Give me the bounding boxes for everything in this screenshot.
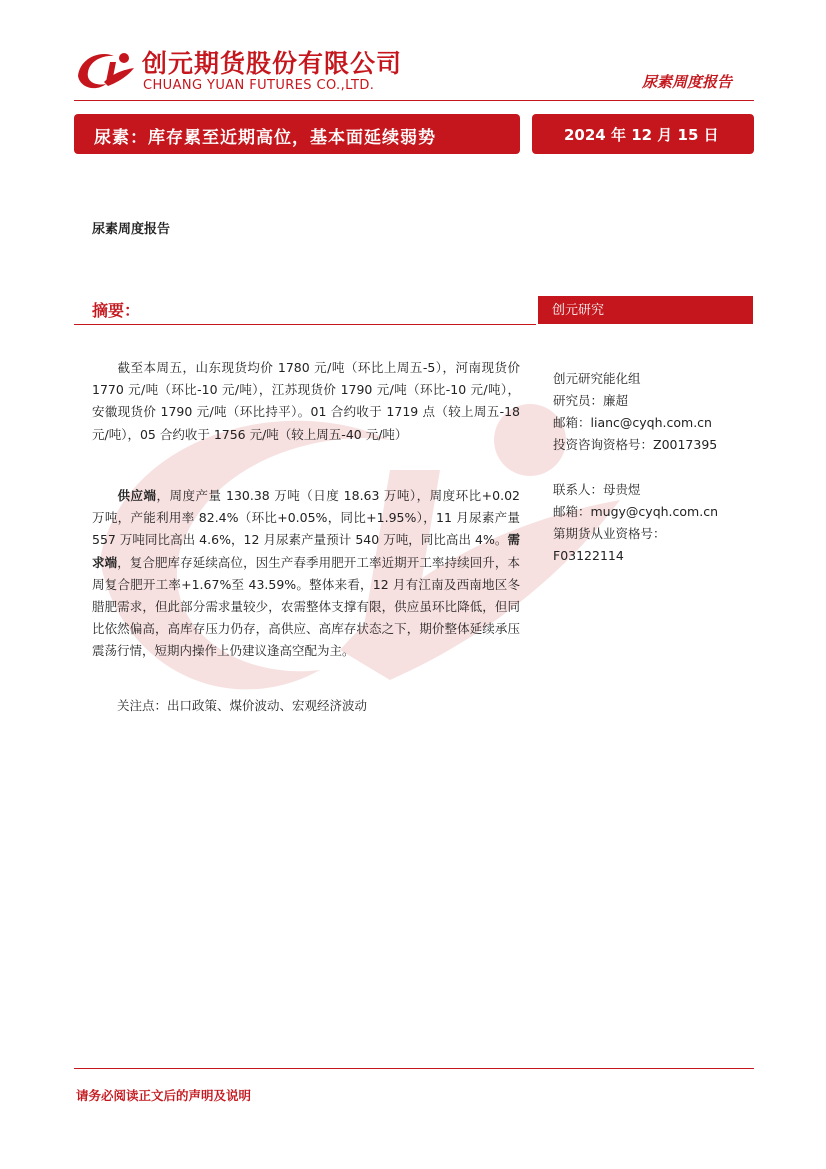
- report-type-label: 尿素周度报告: [92, 222, 171, 237]
- sidebar-group: 创元研究能化组: [553, 371, 641, 386]
- header-divider: [74, 100, 754, 101]
- report-date: 2024 年 12 月 15 日: [564, 126, 719, 144]
- abstract-paragraph-fundamentals: [92, 485, 520, 663]
- abstract-price-text: 截至本周五，山东现货均价 1780 元/吨（环比上周五-5），河南现货价 1770 元/吨（环比-10 元/吨），江苏现货价 1790 元/吨（环比-10 元/吨），安徽现货价 1790 元/吨（环比持平）。01 合约收于 1719 点（较上周五-18 元/吨），05 合约收于 1756 元/吨（较上周五-40 元/吨）: [92, 360, 520, 442]
- sidebar-researcher: 研究员：廉超: [553, 393, 629, 408]
- abstract-heading: 摘要：: [92, 301, 141, 320]
- abstract-paragraph-focus: [92, 695, 520, 717]
- header-report-label: 尿素周度报告: [642, 73, 733, 91]
- company-logo-icon: [74, 46, 138, 92]
- company-name-en: CHUANG YUAN FUTURES CO.,LTD.: [143, 78, 375, 93]
- sidebar-researcher-cert: 投资咨询资格号：Z0017395: [553, 437, 718, 452]
- supply-label: 供应端: [117, 488, 157, 503]
- demand-text: ，复合肥库存延续高位，因生产春季用肥开工率近期开工率持续回升，本周复合肥开工率+1.67%至 43.59%。整体来看，12 月有江南及西南地区冬腊肥需求，但此部分需求量较少，农需整体支撑有限，供应虽环比降低，但同比依然偏高，高库存压力仍存，高供应、高库存状态之下，期价整体延续承压震荡行情，短期内操作上仍建议逢高空配为主。: [92, 554, 520, 659]
- company-name-cn: 创元期货股份有限公司: [142, 49, 403, 78]
- sidebar-contact-cert: F03122114: [553, 548, 624, 563]
- sidebar-contact-email[interactable]: 邮箱：mugy@cyqh.com.cn: [553, 504, 718, 519]
- footer-divider: [74, 1068, 754, 1069]
- footer-disclaimer: 请务必阅读正文后的声明及说明: [76, 1088, 252, 1103]
- sidebar-contact: 联系人：母贵煜: [553, 482, 641, 497]
- demand-label: 需求端: [92, 532, 520, 570]
- sidebar-header: 创元研究: [552, 303, 605, 318]
- report-title: 尿素：库存累至近期高位，基本面延续弱势: [94, 128, 436, 148]
- abstract-divider: [74, 324, 536, 325]
- sidebar-contact-cert-label: 第期货从业资格号：: [553, 526, 666, 541]
- focus-text: 关注点：出口政策、煤价波动、宏观经济波动: [117, 698, 368, 713]
- abstract-paragraph-price: [92, 357, 520, 446]
- supply-text: ，周度产量 130.38 万吨（日度 18.63 万吨），周度环比+0.02 万吨，产能利用率 82.4%（环比+0.05%，同比+1.95%），11 月尿素产量 557 万吨同比高出 4.6%，12 月尿素产量预计 540 万吨，同比高出 4%。: [92, 488, 520, 548]
- sidebar-researcher-email[interactable]: 邮箱：lianc@cyqh.com.cn: [553, 415, 712, 430]
